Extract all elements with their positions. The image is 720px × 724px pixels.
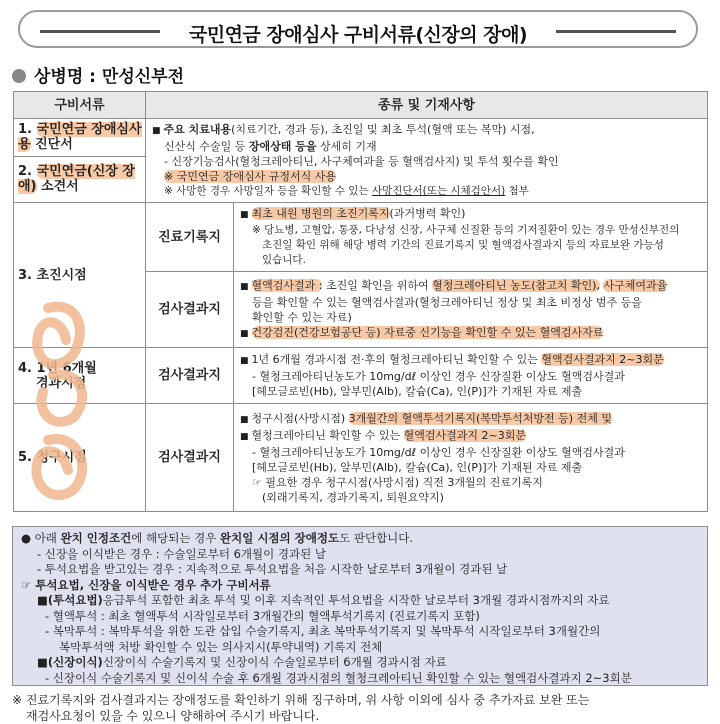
diagnosis-label: 상병명 : 만성신부전 [34, 67, 185, 87]
row2-category: 2. 국민연금(신장 장애) 소견서 [14, 156, 146, 202]
header-details: 종류 및 기재사항 [146, 92, 708, 119]
table-row [14, 404, 708, 512]
row3-sub2-details: ■ 혈액검사결과 : 초진일 확인을 위하여 혈청크레아티닌 농도(참고치 확인), 사구체여과율 등을 확인할 수 있는 혈액검사결과(혈청크레아티닌 정상 및 최초 비정상 범주 등을 확인할 수 있는 자료) ■ 건강검진(건강보험공단 등) 자료중 신기능을 확인할 수 있는 혈액검사자료 [234, 272, 708, 348]
title-banner [18, 10, 698, 48]
page-title: 국민연금 장애심사 구비서류(신장의 장애) [188, 24, 528, 46]
row4-category: 4. 1년 6개월 경과시점 [14, 348, 146, 404]
row1-details: ■ 주요 치료내용(치료기간, 경과 등), 초진일 및 최초 투석(혈액 또는 복막) 시점, 신산식 수술일 등 장애상태 등을 상세히 기재 - 신장기능검사(혈청크레아티닌, 사구체여과율 등 혈액검사지) 및 투석 횟수를 확인 ※ 국민연금 장애심사 규정서식 사용 ※ 사망한 경우 사망일자 등을 확인할 수 있는 사망진단서(또는 시체검안서) 첨부 [146, 119, 708, 203]
diagnosis-heading [12, 62, 184, 87]
header-documents: 구비서류 [14, 92, 146, 119]
row3-sub1: 진료기록지 [146, 203, 234, 272]
row1-category: 1. 국민연금 장애심사용 진단서 [14, 119, 146, 157]
row3-sub2: 검사결과지 [146, 272, 234, 348]
table-row [14, 348, 708, 404]
table-row [14, 119, 708, 157]
row5-sub: 검사결과지 [146, 404, 234, 512]
table-header-row [14, 92, 708, 119]
table-row [14, 203, 708, 272]
row4-details: ■ 1년 6개월 경과시점 전·후의 혈청크레아티닌 확인할 수 있는 혈액검사결과지 2~3회분 - 혈청크레아티닌농도가 10mg/dℓ 이상인 경우 신장질환 이상도 혈액검사결과 [헤모글로빈(Hb), 알부민(Alb), 칼슘(Ca), 인(P)]가 기재된 자료 제출 [234, 348, 708, 404]
row4-sub: 검사결과지 [146, 348, 234, 404]
bullet-icon [12, 69, 26, 83]
row3-sub1-details: ■ 최초 내원 병원의 초진기록지(과거병력 확인) ※ 당뇨병, 고혈압, 통풍, 다낭성 신장, 사구체 신질환 등의 기저질환이 있는 경우 만성신부전의 초진일 확인 위해 해당 병력 기간의 진료기록지 및 혈액검사결과지 등의 자료보완 가능성 있습니다. [234, 203, 708, 272]
row3-category: 3. 초진시점 [14, 203, 146, 348]
row5-details: ■ 청구시점(사망시점) 3개월간의 혈액투석기록지(복막투석처방전 등) 전체 및 ■ 혈청크레아티닌 확인할 수 있는 혈액검사결과지 2~3회분 - 혈청크레아티닌농도가 10mg/dℓ 이상인 경우 신장질환 이상도 혈액검사결과 [헤모글로빈(Hb), 알부민(Alb), 칼슘(Ca), 인(P)]가 기재된 자료 제출 ☞ 필요한 경우 청구시점(사망시점) 직전 3개월의 진료기록지 (외래기록지, 경과기록지, 퇴원요약지) [234, 404, 708, 512]
documents-table [13, 91, 708, 512]
notes-box: ● 아래 완치 인정조건에 해당되는 경우 완치일 시점의 장애정도도 판단합니다. - 신장을 이식받은 경우 : 수술일로부터 6개월이 경과된 날 - 투석요법을 받고있는 경우 : 지속적으로 투석요법을 처음 시작한 날로부터 3개월이 경과된 날 ☞ 투석요법, 신장을 이식받은 경우 추가 구비서류 ■(투석요법)응급투석 포함한 최초 투석 및 이후 지속적인 투석요법을 시작한 날로부터 3개월 경과시점까지의 자료 - 혈액투석 : 최초 혈액투석 시작일로부터 3개월간의 혈액투석기록지 (진료기록지 포함) - 복막투석 : 복막투석을 위한 도관 삽입 수술기록지, 최초 복막투석기록지 및 복막투석 시작일로부터 3개월간의 복막투석액 처방 확인할 수 있는 의사지시(투약내역) 기록지 전체 ■(신장이식)신장이식 수술기록지 및 신장이식 수술일로부터 6개월 경과시점 자료 - 신장이식 수술기록지 및 신이식 수술 후 6개월 경과시점의 혈청크레아티닌 확인할 수 있는 혈액검사결과지 2~3회분 [12, 526, 708, 686]
row5-category: 5. 청구시점 [14, 404, 146, 512]
footer-note: ※ 진료기록지와 검사결과지는 장애정도를 확인하기 위해 징구하며, 위 사항 이외에 심사 중 추가자료 보완 또는 재검사요청이 있을 수 있으니 양해하여 주시기 바랍니다. [12, 693, 590, 723]
